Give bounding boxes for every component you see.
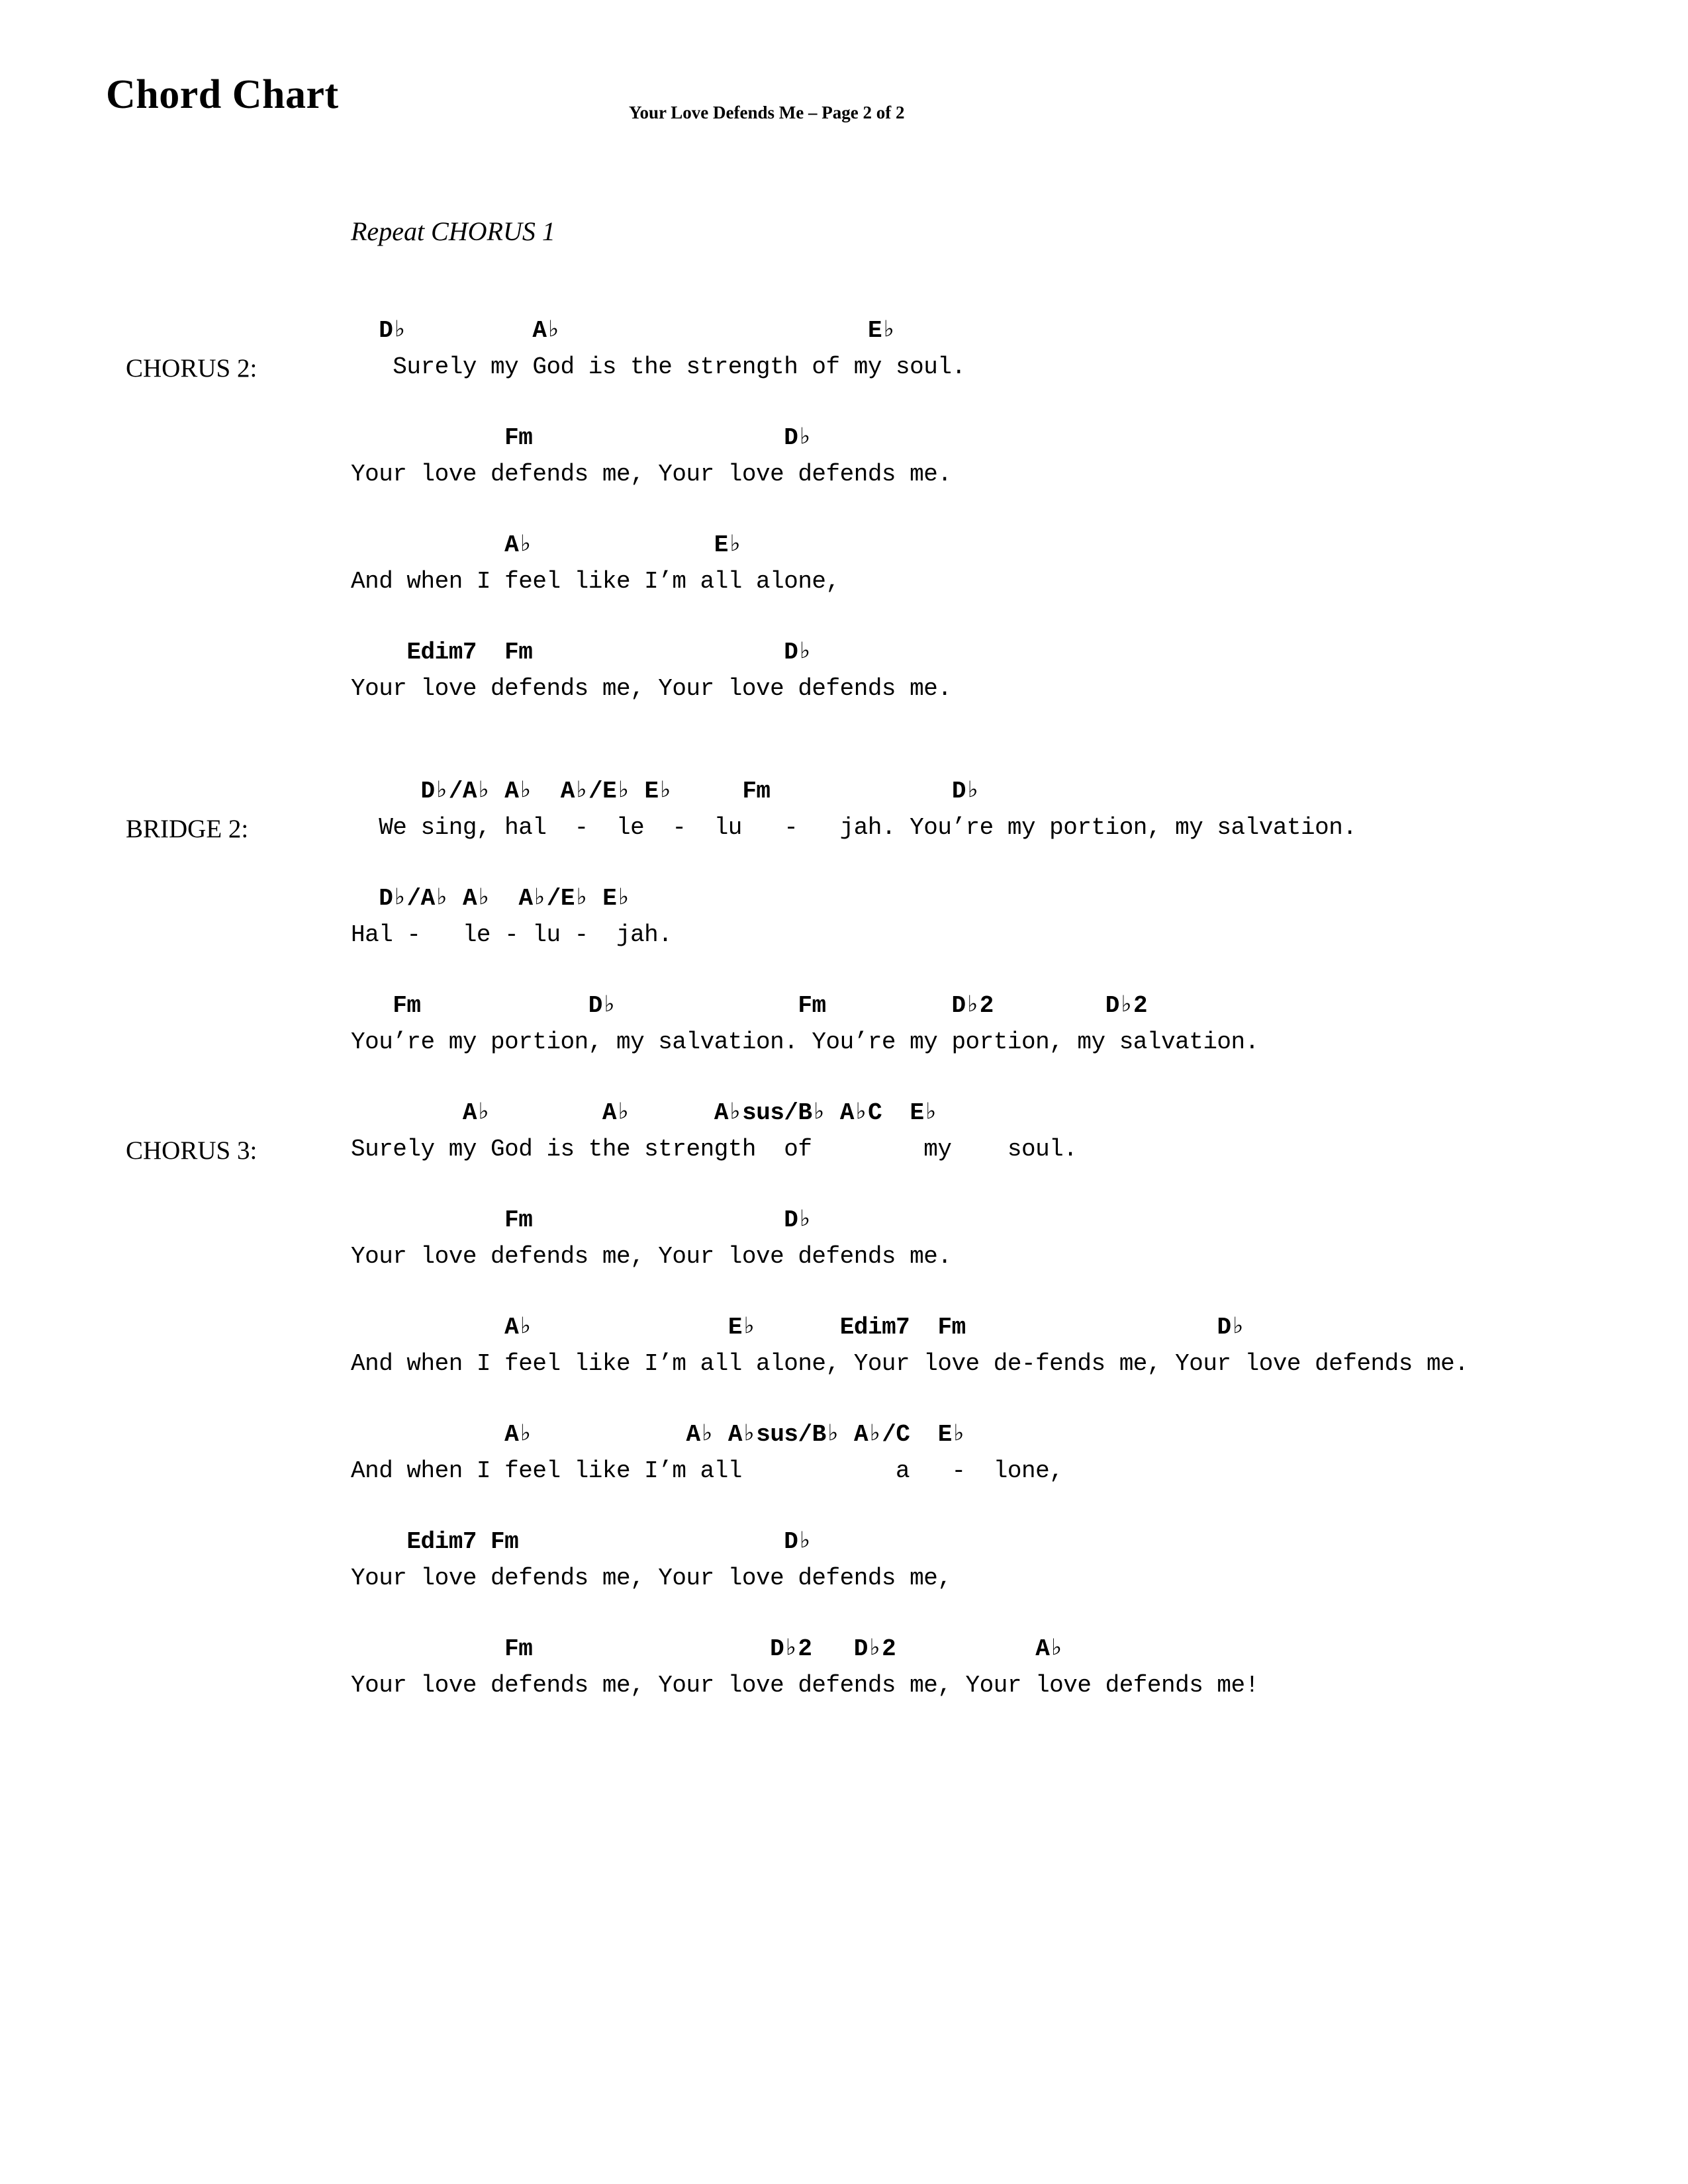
spacer	[0, 1287, 1688, 1316]
lyric-row: Surely my God is the strength of my soul.	[351, 1136, 1078, 1163]
chord-row: Edim7 Fm D♭	[351, 639, 812, 666]
lyric-row: Surely my God is the strength of my soul.	[351, 353, 966, 381]
spacer	[0, 1501, 1688, 1530]
spacer	[0, 719, 1688, 780]
chord-lyric-line	[0, 994, 1688, 1072]
song-content	[0, 218, 1688, 1715]
chord-row: Fm D♭	[351, 424, 812, 451]
lyric-row: Your love defends me, Your love defends me,	[351, 1565, 952, 1592]
chord-row: D♭/A♭ A♭ A♭/E♭ E♭ Fm D♭	[351, 778, 980, 805]
chord-row: A♭ E♭ Edim7 Fm D♭	[351, 1314, 1245, 1341]
spacer	[0, 612, 1688, 641]
chord-lyric-line	[0, 1208, 1688, 1287]
chord-lyric-line	[0, 533, 1688, 612]
chord-lyric-line	[0, 1423, 1688, 1501]
lyric-row: Your love defends me, Your love defends me.	[351, 461, 952, 488]
chord-row: Fm D♭ Fm D♭2 D♭2	[351, 992, 1148, 1019]
lyric-row: And when I feel like I’m all alone,	[351, 568, 840, 595]
section-label-chorus-3: CHORUS 3:	[126, 1136, 258, 1165]
lyric-row: You’re my portion, my salvation. You’re my portion, my salvation.	[351, 1028, 1259, 1056]
chord-row: D♭/A♭ A♭ A♭/E♭ E♭	[351, 885, 631, 912]
spacer	[0, 258, 1688, 319]
spacer	[0, 965, 1688, 994]
lyric-row: Your love defends me, Your love defends me, Your love defends me!	[351, 1672, 1259, 1699]
chord-row: A♭ E♭	[351, 531, 743, 559]
chord-lyric-line	[0, 1101, 1688, 1179]
chord-row: Fm D♭2 D♭2 A♭	[351, 1635, 1064, 1662]
section-chorus-2	[0, 319, 1688, 719]
page-title: Chord Chart	[106, 72, 339, 117]
chord-row: A♭ A♭ A♭sus/B♭ A♭C E♭	[351, 1099, 938, 1126]
lyric-row: And when I feel like I’m all alone, Your love de-fends me, Your love defends me.	[351, 1350, 1469, 1377]
chord-lyric-line	[0, 1316, 1688, 1394]
repeat-chorus-instruction: Repeat CHORUS 1	[351, 216, 555, 246]
lyric-row: And when I feel like I’m all a - lone,	[351, 1457, 1064, 1484]
section-label-chorus-2: CHORUS 2:	[126, 354, 258, 383]
spacer	[0, 1072, 1688, 1101]
chord-lyric-line	[0, 641, 1688, 719]
lyric-row: We sing, hal - le - lu - jah. You’re my portion, my salvation.	[351, 814, 1357, 841]
chord-lyric-line	[0, 1530, 1688, 1608]
spacer	[0, 1608, 1688, 1637]
section-bridge-2	[0, 780, 1688, 1072]
chord-lyric-line	[0, 319, 1688, 397]
chord-lyric-line	[0, 426, 1688, 504]
chord-row: A♭ A♭ A♭sus/B♭ A♭/C E♭	[351, 1421, 966, 1448]
chord-lyric-line	[0, 887, 1688, 965]
chord-lyric-line	[0, 1637, 1688, 1715]
chord-lyric-line	[0, 780, 1688, 858]
spacer	[0, 1394, 1688, 1423]
song-title-and-page-indicator: Your Love Defends Me – Page 2 of 2	[629, 103, 905, 122]
document-header	[0, 0, 1688, 159]
section-chorus-3	[0, 1101, 1688, 1715]
chord-row: D♭ A♭ E♭	[351, 317, 896, 344]
chord-row: Edim7 Fm D♭	[351, 1528, 812, 1555]
spacer	[0, 1179, 1688, 1208]
spacer	[0, 397, 1688, 426]
lyric-row: Your love defends me, Your love defends me.	[351, 1243, 952, 1270]
lyric-row: Your love defends me, Your love defends me.	[351, 675, 952, 702]
chord-row: Fm D♭	[351, 1206, 812, 1234]
spacer	[0, 504, 1688, 533]
lyric-row: Hal - le - lu - jah.	[351, 921, 673, 948]
spacer	[0, 858, 1688, 887]
section-label-bridge-2: BRIDGE 2:	[126, 815, 249, 843]
